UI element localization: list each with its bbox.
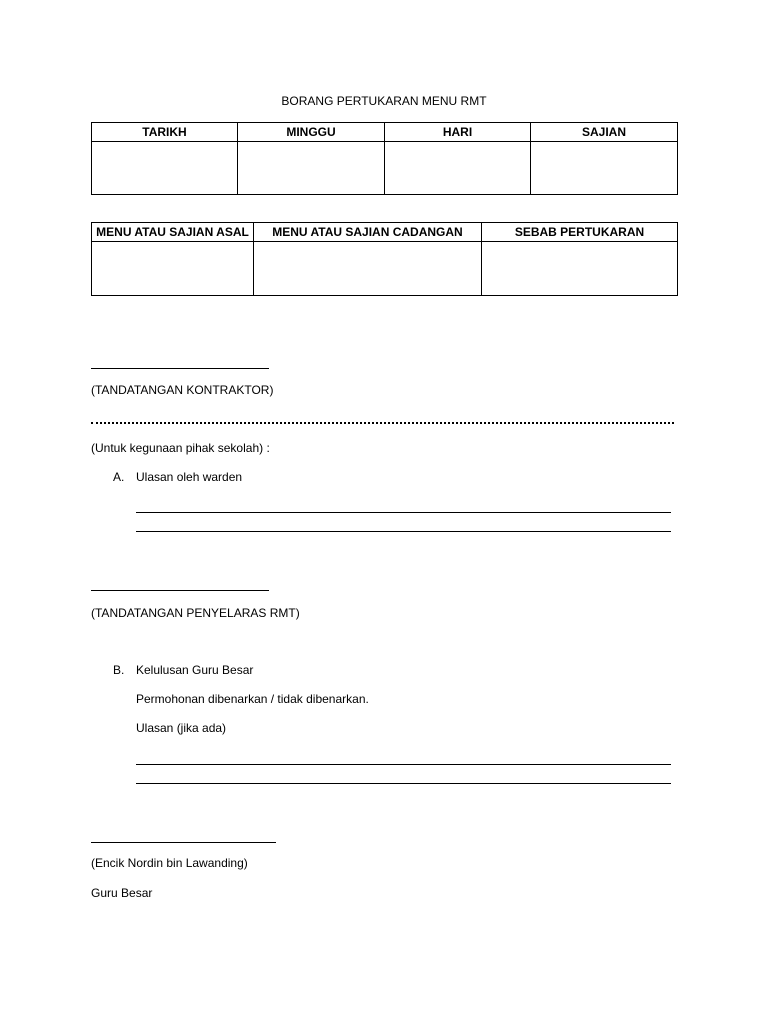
headmaster-title: Guru Besar — [91, 886, 153, 900]
section-a-label: Ulasan oleh warden — [136, 470, 243, 484]
school-use-label: (Untuk kegunaan pihak sekolah) : — [91, 441, 270, 455]
coordinator-signature-label: (TANDATANGAN PENYELARAS RMT) — [91, 606, 300, 620]
minggu-cell[interactable] — [238, 142, 385, 195]
headmaster-name: (Encik Nordin bin Lawanding) — [91, 856, 248, 870]
menu-change-table — [91, 222, 678, 296]
schedule-header-row — [92, 123, 678, 142]
header-minggu: MINGGU — [238, 123, 385, 142]
warden-remarks-line-2[interactable] — [136, 531, 671, 532]
section-b-label: Kelulusan Guru Besar — [136, 663, 254, 677]
sajian-cell[interactable] — [531, 142, 678, 195]
headmaster-remarks-line-1[interactable] — [136, 764, 671, 765]
coordinator-signature-line[interactable] — [91, 590, 269, 591]
header-sajian: SAJIAN — [531, 123, 678, 142]
tarikh-cell[interactable] — [92, 142, 238, 195]
header-menu-cadangan: MENU ATAU SAJIAN CADANGAN — [254, 223, 482, 242]
section-b-marker: B. — [113, 663, 125, 677]
header-tarikh: TARIKH — [92, 123, 238, 142]
menu-cadangan-cell[interactable] — [254, 242, 482, 296]
header-menu-asal: MENU ATAU SAJIAN ASAL — [92, 223, 254, 242]
headmaster-remarks-line-2[interactable] — [136, 783, 671, 784]
contractor-signature-label: (TANDATANGAN KONTRAKTOR) — [91, 383, 274, 397]
section-a-marker: A. — [113, 470, 125, 484]
schedule-table — [91, 122, 678, 195]
hari-cell[interactable] — [385, 142, 531, 195]
form-title: BORANG PERTUKARAN MENU RMT — [281, 94, 487, 108]
contractor-signature-line[interactable] — [91, 368, 269, 369]
remarks-label: Ulasan (jika ada) — [136, 721, 227, 735]
menu-asal-cell[interactable] — [92, 242, 254, 296]
dotted-separator — [91, 422, 674, 424]
headmaster-signature-line[interactable] — [91, 842, 276, 843]
menu-change-header-row — [92, 223, 678, 242]
menu-change-entry-row — [92, 242, 678, 296]
warden-remarks-line-1[interactable] — [136, 512, 671, 513]
approval-text: Permohonan dibenarkan / tidak dibenarkan. — [136, 692, 369, 706]
header-sebab-pertukaran: SEBAB PERTUKARAN — [482, 223, 678, 242]
sebab-pertukaran-cell[interactable] — [482, 242, 678, 296]
header-hari: HARI — [385, 123, 531, 142]
schedule-entry-row — [92, 142, 678, 195]
